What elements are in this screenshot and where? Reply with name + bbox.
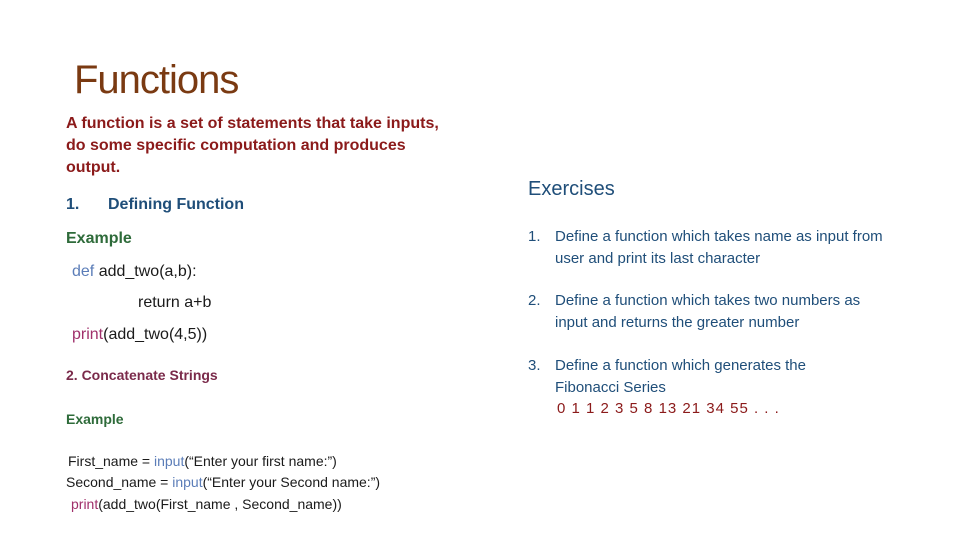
example-1-label: Example	[66, 230, 132, 247]
section-2-label: 2. Concatenate Strings	[66, 367, 218, 383]
print-rest: (add_two(4,5))	[103, 326, 208, 343]
second-name-rest: (“Enter your Second name:”)	[202, 474, 381, 490]
code-line-def	[72, 263, 197, 281]
exercise-2-text: Define a function which takes two numbers as input and returns the greater number	[555, 292, 861, 331]
exercise-1-number: 1.	[528, 228, 541, 245]
code-line-print-concat	[71, 496, 342, 512]
second-name-pre: Second_name =	[66, 474, 173, 490]
code-line-print	[72, 326, 207, 344]
def-rest: add_two(a,b):	[94, 263, 197, 280]
print-keyword: print	[72, 326, 104, 343]
print-keyword-2: print	[71, 496, 99, 512]
exercise-2-number: 2.	[528, 292, 541, 309]
intro-text: A function is a set of statements that take inputs, do some specific computation and produces output.	[66, 115, 439, 176]
input-keyword-2: input	[172, 474, 203, 490]
code-line-first-name	[68, 453, 337, 469]
first-name-rest: (“Enter your first name:”)	[184, 453, 337, 469]
def-keyword: def	[72, 263, 95, 280]
input-keyword-1: input	[153, 453, 185, 469]
section-1-number: 1.	[66, 196, 80, 213]
code-line-return: return a+b	[138, 294, 212, 311]
print-concat-rest: (add_two(First_name , Second_name))	[98, 496, 342, 512]
code-line-second-name	[66, 474, 380, 490]
slide-title: Functions	[74, 58, 239, 102]
exercises-heading: Exercises	[528, 178, 615, 200]
exercise-1-text: Define a function which takes name as input from user and print its last character	[555, 228, 883, 267]
first-name-pre: First_name =	[68, 453, 154, 469]
example-2-label: Example	[66, 411, 124, 427]
exercise-3-number: 3.	[528, 357, 541, 374]
section-1-label: Defining Function	[108, 196, 244, 213]
exercise-3-text: Define a function which generates the Fibonacci Series	[555, 357, 806, 396]
fibonacci-sequence: 0 1 1 2 3 5 8 13 21 34 55 . . .	[557, 400, 780, 417]
